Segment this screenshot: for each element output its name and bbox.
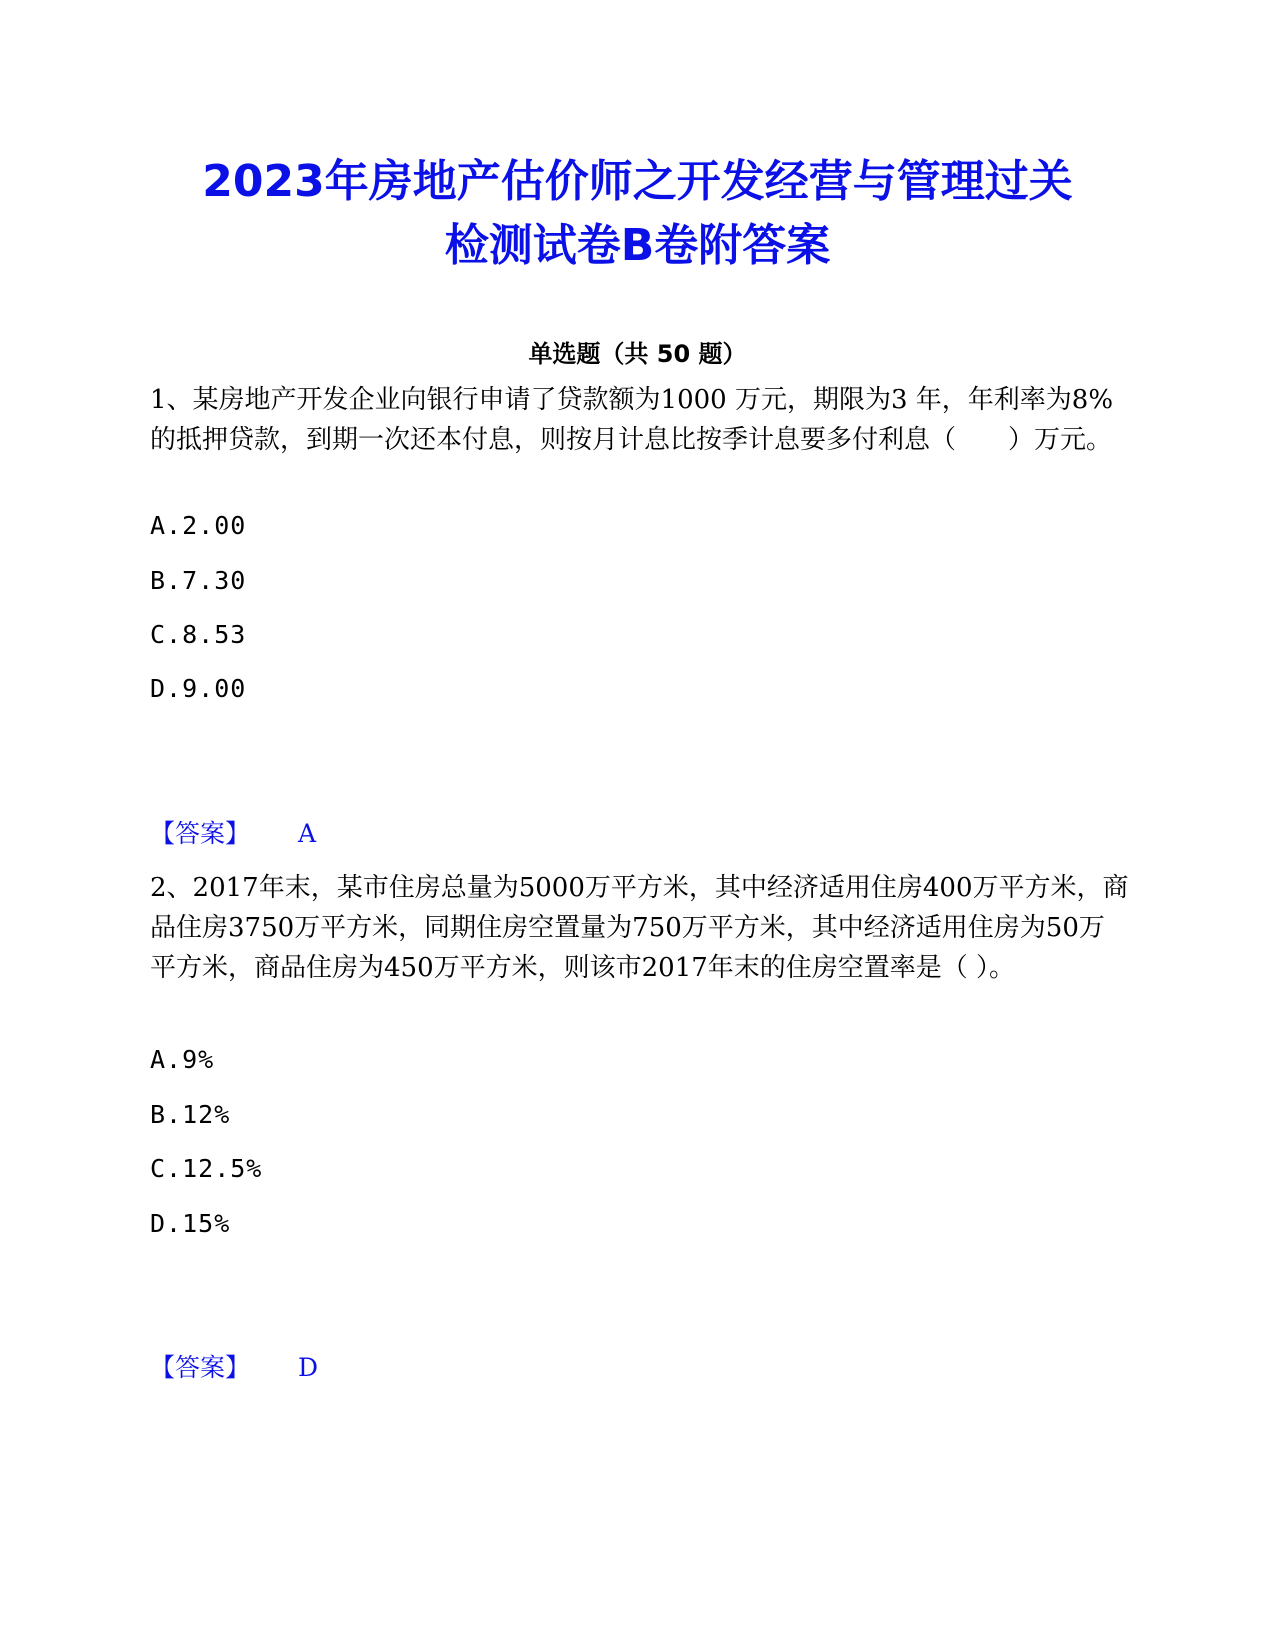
answer-value: D [298,1353,319,1382]
question-1-option-d: D.9.00 [150,674,247,703]
answer-label: 【答案】 [150,1353,251,1382]
question-1-text: 1、某房地产开发企业向银行申请了贷款额为1000 万元，期限为3 年，年利率为8%的抵押贷款，到期一次还本付息，则按月计息比按季计息要多付利息（ ）万元。 [150,385,1114,455]
question-2-option-c: C.12.5% [150,1154,263,1183]
title-line-1: 2023年房地产估价师之开发经营与管理过关 [202,156,1073,207]
question-2-text: 2、2017年末，某市住房总量为5000万平方米，其中经济适用住房400万平方米，商品住房3750万平方米，同期住房空置量为750万平方米，其中经济适用住房为50万平方米，商品住房为450万平方米，则该市2017年末的住房空置率是（ ）。 [150,873,1129,983]
section-heading: 单选题（共 50 题） [528,340,747,368]
question-2-option-a: A.9% [150,1045,215,1074]
question-2-option-b: B.12% [150,1100,231,1129]
answer-label: 【答案】 [150,819,251,848]
document-title [0,150,1275,278]
title-line-2: 检测试卷B卷附答案 [444,220,831,271]
question-2-answer [150,1352,318,1384]
answer-value: A [298,819,317,848]
question-1-option-a: A.2.00 [150,511,247,540]
question-1-answer [150,818,316,850]
question-2-option-d: D.15% [150,1209,231,1238]
question-1-option-b: B.7.30 [150,566,247,595]
question-1-option-c: C.8.53 [150,620,247,649]
